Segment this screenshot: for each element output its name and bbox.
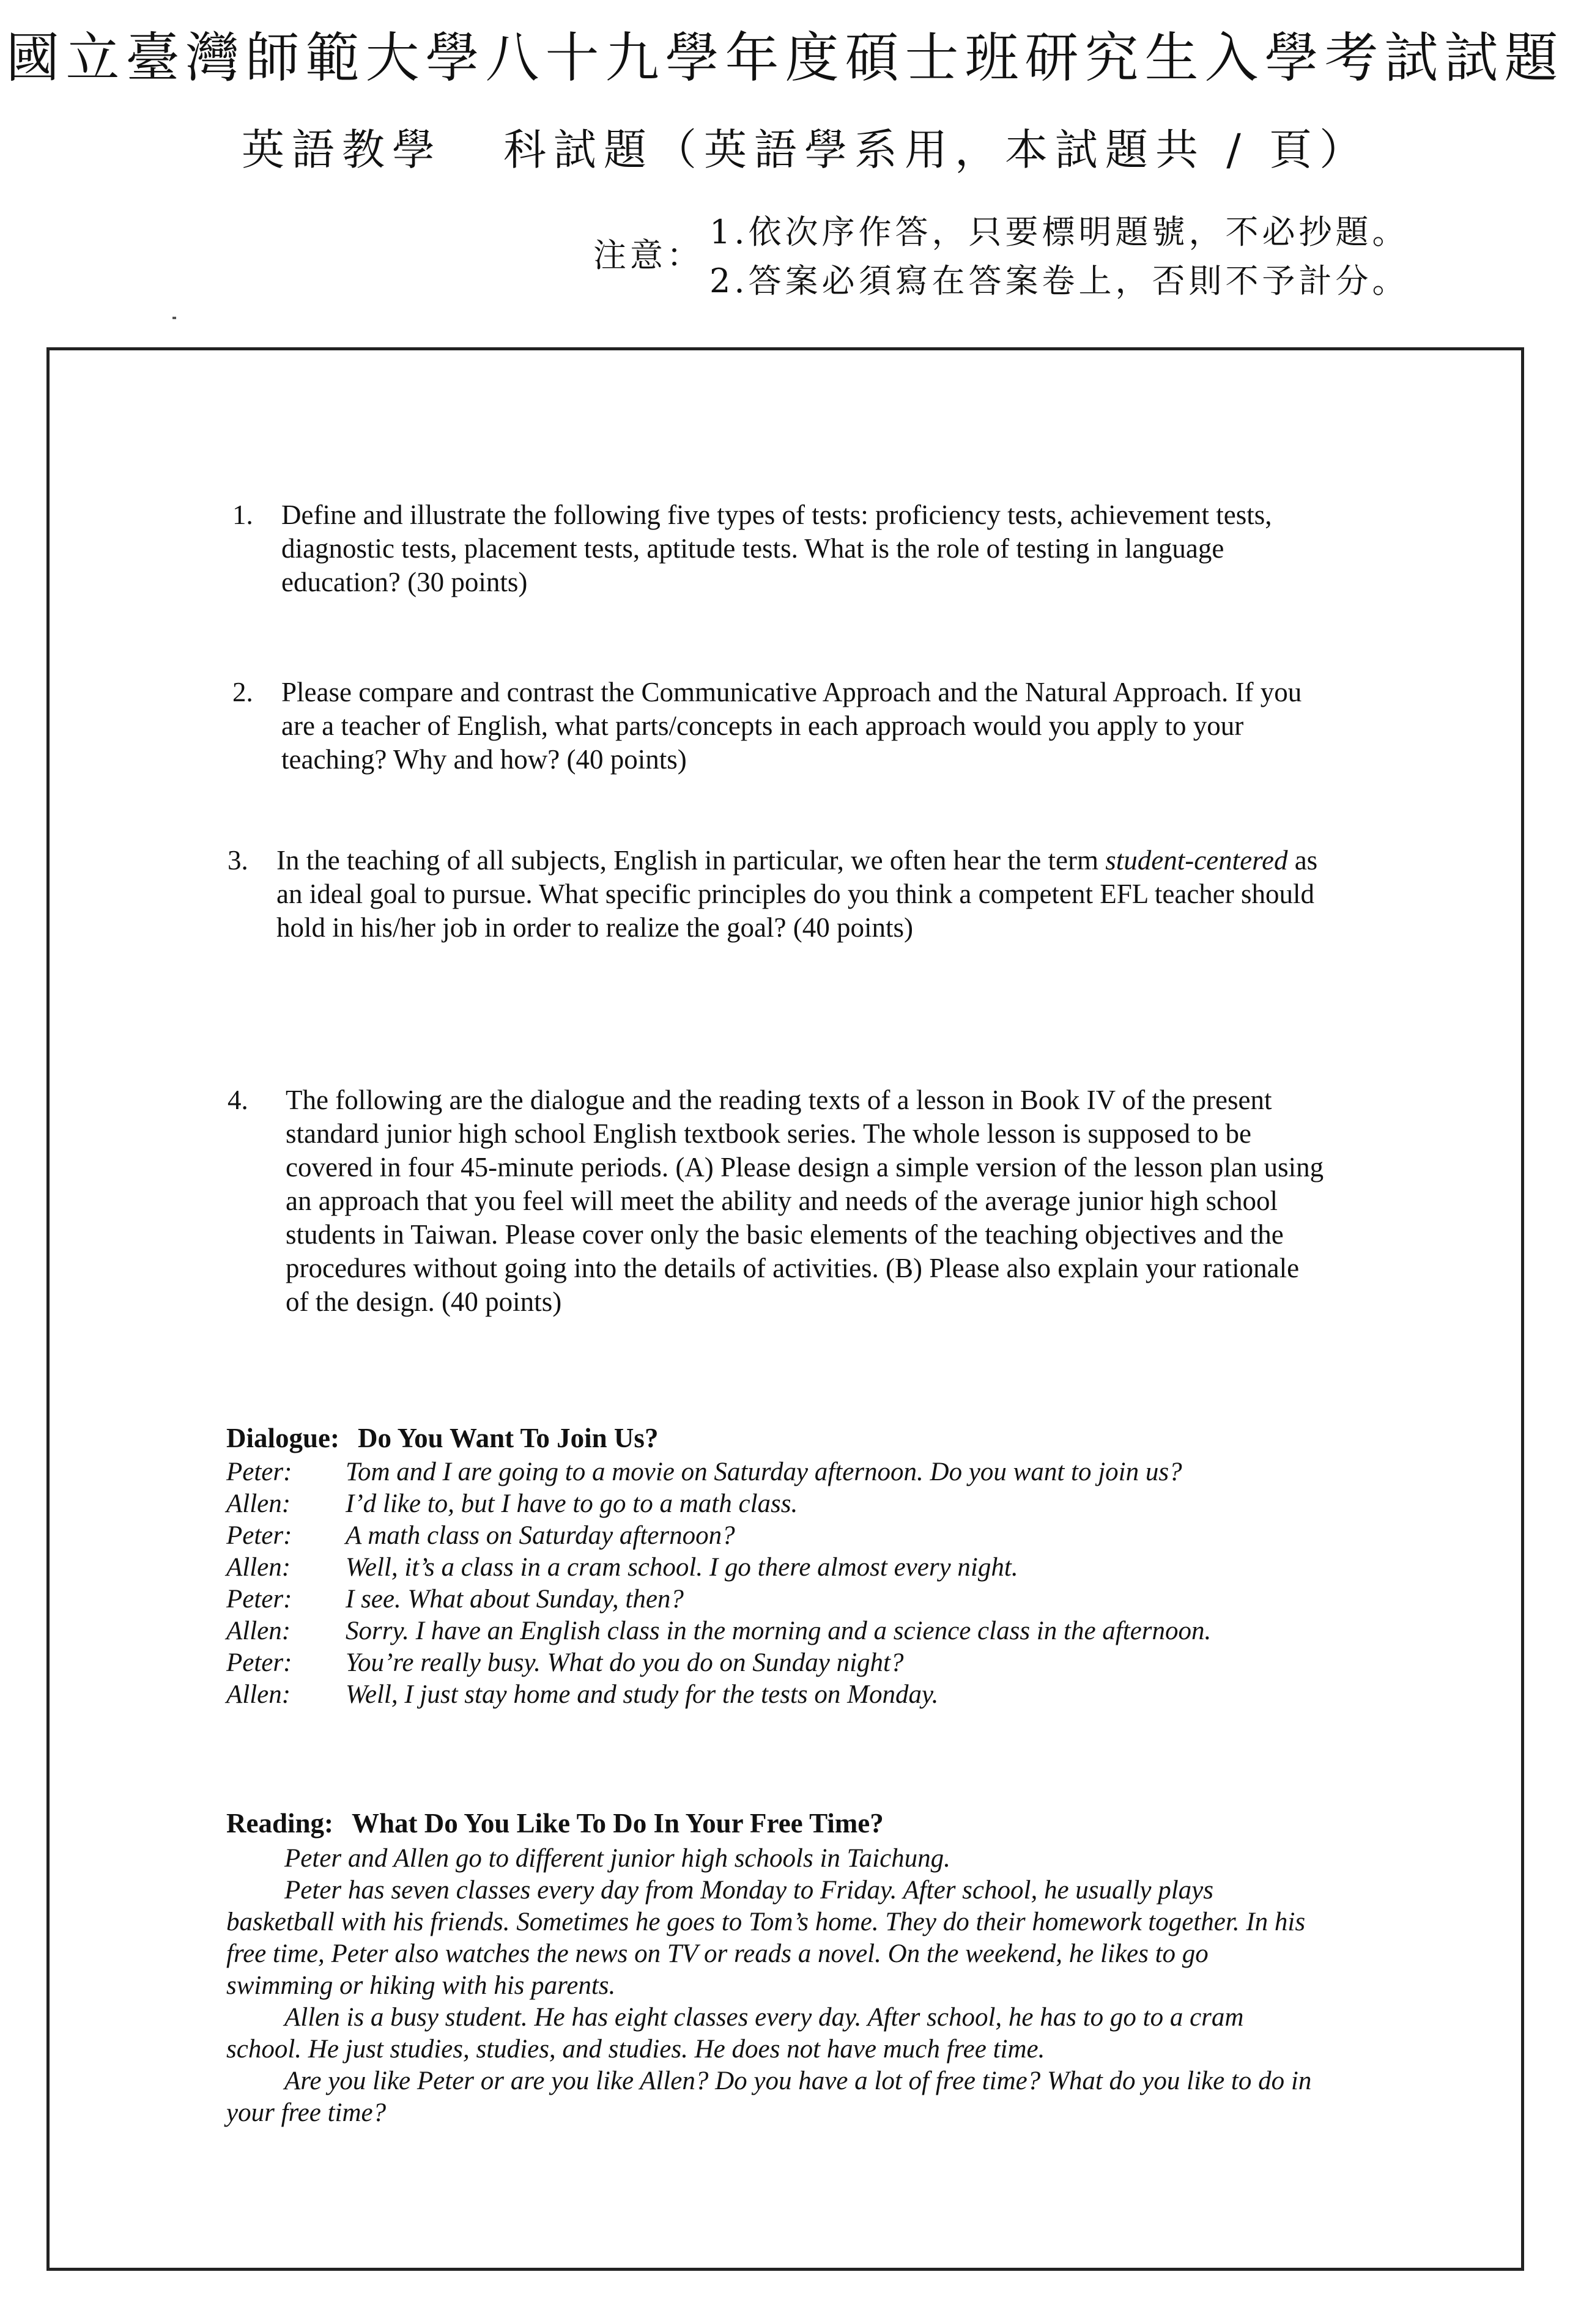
dialogue-speaker: Peter:	[226, 1458, 292, 1486]
question-number: 4.	[228, 1085, 248, 1115]
notes-label: 注意：	[593, 236, 703, 275]
dialogue-line	[226, 1552, 1297, 1584]
question-text: The following are the dialogue and the reading texts of a lesson in Book IV of the present standard junior high school English textbook series. The whole lesson is supposed to be covered in four 45-minute periods. (A) Please design a simple version of the lesson plan using an approach that you feel will meet the ability and needs of the average junior high school students in Taiwan. Please cover only the basic elements of the teaching objectives and the procedures without going into the details of activities. (B) Please also explain your rationale of the design. (40 points)	[286, 1085, 1324, 1317]
note-item: 1.依次序作答，只要標明題號，不必抄題。	[709, 213, 1409, 251]
dialogue-utterance: You’re really busy. What do you do on Sunday night?	[346, 1648, 904, 1677]
dialogue-speaker: Allen:	[226, 1680, 291, 1709]
dialogue-utterance: Well, I just stay home and study for the tests on Monday.	[346, 1680, 939, 1709]
question-text	[276, 844, 1328, 945]
dialogue-line	[226, 1520, 1297, 1552]
dialogue-speaker: Allen:	[226, 1489, 291, 1518]
dialogue-speaker: Peter:	[226, 1648, 292, 1677]
question-2	[232, 676, 1333, 777]
exam-subtitle	[242, 122, 1369, 177]
dialogue-utterance: Tom and I are going to a movie on Saturday afternoon. Do you want to join us?	[346, 1458, 1182, 1486]
dialogue-speaker: Peter:	[226, 1585, 292, 1614]
dialogue-utterance: A math class on Saturday afternoon?	[346, 1521, 735, 1550]
dialogue-speaker: Peter:	[226, 1521, 292, 1550]
dialogue-line	[226, 1488, 1297, 1520]
reading-title: What Do You Like To Do In Your Free Time?	[352, 1808, 884, 1839]
question-text-italic: student-centered	[1105, 845, 1288, 876]
dialogue-utterance: I’d like to, but I have to go to a math class.	[346, 1489, 798, 1518]
question-text: Define and illustrate the following five types of tests: proficiency tests, achievement tests, diagnostic tests, placement tests, aptitude tests. What is the role of testing in language education? (30 points)	[281, 500, 1272, 597]
question-4	[228, 1083, 1328, 1319]
question-text-part: In the teaching of all subjects, English in particular, we often hear the term	[276, 845, 1106, 876]
scan-speck	[172, 317, 176, 319]
exam-subtitle-text: 科試題（英語學系用，本試題共 / 頁）	[503, 125, 1370, 175]
dialogue-line	[226, 1615, 1297, 1647]
question-1	[232, 498, 1333, 599]
dialogue-heading	[226, 1422, 1297, 1455]
dialogue-speaker: Allen:	[226, 1617, 291, 1645]
reading-paragraph: Peter has seven classes every day from Monday to Friday. After school, he usually plays basketball with his friends. Sometimes he goes to Tom’s home. They do their homework together. In his free time, Peter also watches the news on TV or reads a novel. On the weekend, he likes to go swimming or hiking with his parents.	[226, 1876, 1306, 2000]
dialogue-line	[226, 1647, 1297, 1679]
question-text-part: as an ideal goal to pursue. What specific principles do you think a competent EFL teacher should hold in his/her job in order to realize the goal? (40 points)	[276, 845, 1318, 943]
dialogue-line	[226, 1456, 1297, 1488]
question-number: 3.	[228, 845, 248, 876]
reading-paragraph: Peter and Allen go to different junior high schools in Taichung.	[284, 1844, 950, 1873]
reading-section	[226, 1807, 1315, 2129]
dialogue-utterance: Sorry. I have an English class in the morning and a science class in the afternoon.	[346, 1617, 1212, 1645]
dialogue-utterance: I see. What about Sunday, then?	[346, 1585, 684, 1614]
dialogue-speaker: Allen:	[226, 1553, 291, 1582]
note-item: 2.答案必須寫在答案卷上，否則不予計分。	[709, 262, 1409, 300]
exam-subject: 英語教學	[242, 125, 442, 175]
reading-heading	[226, 1807, 1315, 1840]
question-number: 2.	[232, 677, 253, 707]
reading-label: Reading:	[226, 1808, 334, 1839]
reading-paragraph: Allen is a busy student. He has eight classes every day. After school, he has to go to a cram school. He just studies, studies, and studies. He does not have much free time.	[226, 2003, 1244, 2064]
reading-paragraph: Are you like Peter or are you like Allen? Do you have a lot of free time? What do you like to do in your free time?	[226, 2067, 1312, 2127]
question-3	[228, 844, 1328, 945]
question-text: Please compare and contrast the Communicative Approach and the Natural Approach. If you are a teacher of English, what parts/concepts in each approach would you apply to your teaching? Why and how? (40 points)	[281, 677, 1302, 775]
dialogue-label: Dialogue:	[226, 1423, 339, 1453]
notes-items	[709, 208, 1517, 306]
question-number: 1.	[232, 500, 253, 530]
dialogue-line	[226, 1584, 1297, 1615]
dialogue-section	[226, 1422, 1297, 1711]
dialogue-utterance: Well, it’s a class in a cram school. I go there almost every night.	[346, 1553, 1018, 1582]
dialogue-title: Do You Want To Join Us?	[358, 1423, 659, 1453]
exam-title: 國立臺灣師範大學八十九學年度碩士班研究生入學考試試題	[6, 26, 1564, 89]
dialogue-line	[226, 1679, 1297, 1711]
